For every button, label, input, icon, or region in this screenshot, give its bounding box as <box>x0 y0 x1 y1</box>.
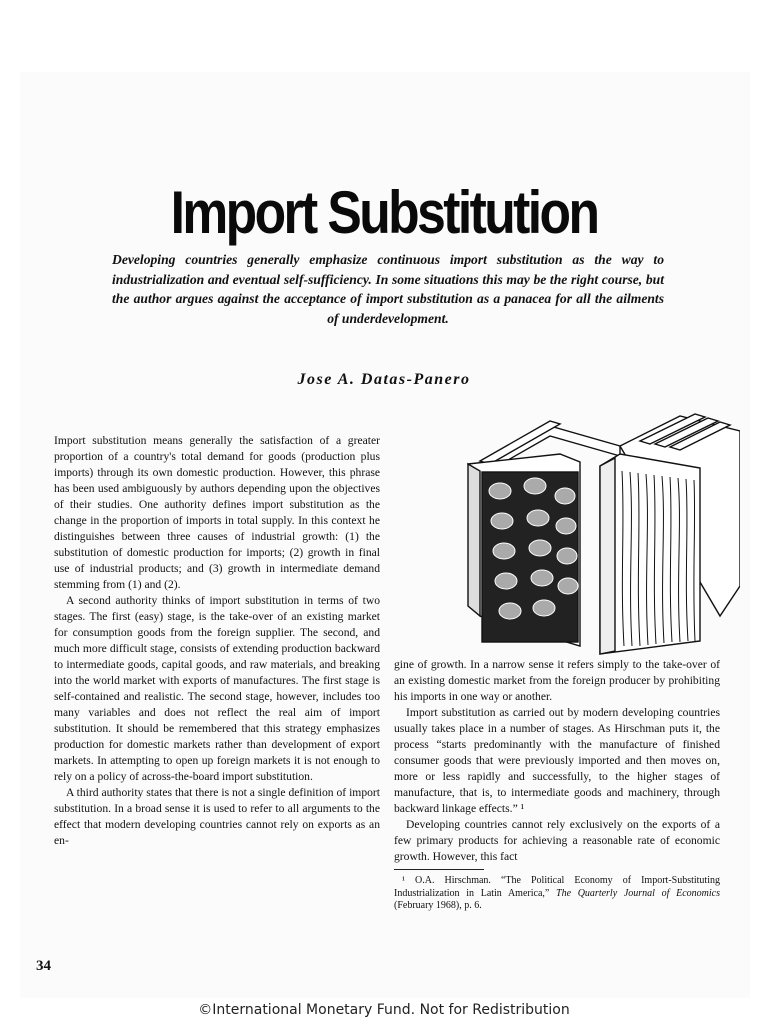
article-title: Import Substitution <box>170 179 598 247</box>
page-number: 34 <box>36 958 51 974</box>
footnote-journal: The Quarterly Journal of Economics <box>556 887 720 899</box>
footnote-text: ¹ O.A. Hirschman. “The Political Economy of Import-Substituting Industrialization in Latin America,” <box>394 875 720 899</box>
paragraph: A second authority thinks of import substitution in terms of two stages. The first (easy) stage, is the take-over of an existing market for consumption goods from the foreign supplier. The second, and much more difficult stage, consists of extending production backward to intermediate goods, capital goods, and raw materials, and breaking into the world market with exports of manufactures. The first stage is self-contained and realistic. The second stage, however, includes too many variables and does not reflect the real aim of import substitution. It should be remembered that this strategy emphasizes production for domestic markets rather than development of export markets. In attempting to open up foreign markets it is not enough to rely on a policy of across-the-board import substitution. <box>54 594 380 783</box>
author-byline: Jose A. Datas-Panero <box>297 371 471 388</box>
left-column <box>54 433 380 849</box>
bookshelf-illustration <box>440 406 740 656</box>
paragraph: gine of growth. In a narrow sense it refers simply to the take-over of an existing domestic market from the foreign producer by prohibiting his imports in one way or another. <box>394 658 720 703</box>
right-column <box>394 657 720 913</box>
footnote <box>394 875 720 913</box>
footnote-text-end: (February 1968), p. 6. <box>394 900 482 911</box>
paragraph: A third authority states that there is not a single definition of import substitution. In a broad sense it is used to refer to all arguments to the effect that modern developing countries cannot rely on exports as an en- <box>54 786 380 847</box>
footnote-rule <box>394 869 484 870</box>
copyright-footer: ©International Monetary Fund. Not for Redistribution <box>198 1002 570 1018</box>
paragraph: Developing countries cannot rely exclusively on the exports of a few primary products for achieving a reasonable rate of economic growth. However, this fact <box>394 818 720 863</box>
article-deck: Developing countries generally emphasize continuous import substitution as the way to industrialization and eventual self-sufficiency. In some situations this may be the right course, but the author argues against the acceptance of import substitution as a panacea for all the ailments of underdevelopment. <box>112 252 664 326</box>
paragraph: Import substitution means generally the satisfaction of a greater proportion of a country's total demand for goods (production plus imports) through its own domestic production. However, this phrase has been used ambiguously by authors depending upon the objectives of their studies. One authority defines import substitution as the change in the proportion of imports in total supply. In this context he distinguishes between three causes of industrial growth: (1) the substitution of domestic production for imports; (2) growth in final use of industrial products; and (3) growth in intermediate demand stemming from (1) and (2). <box>54 434 380 591</box>
paragraph: Import substitution as carried out by modern developing countries usually takes place in a number of stages. As Hirschman puts it, the process “starts predominantly with the manufacture of finished consumer goods that were previously imported and then moves on, more or less rapidly and successfully, to the higher stages of manufacture, that is, to intermediate goods and machinery, through backward linkage effects.” ¹ <box>394 706 720 815</box>
